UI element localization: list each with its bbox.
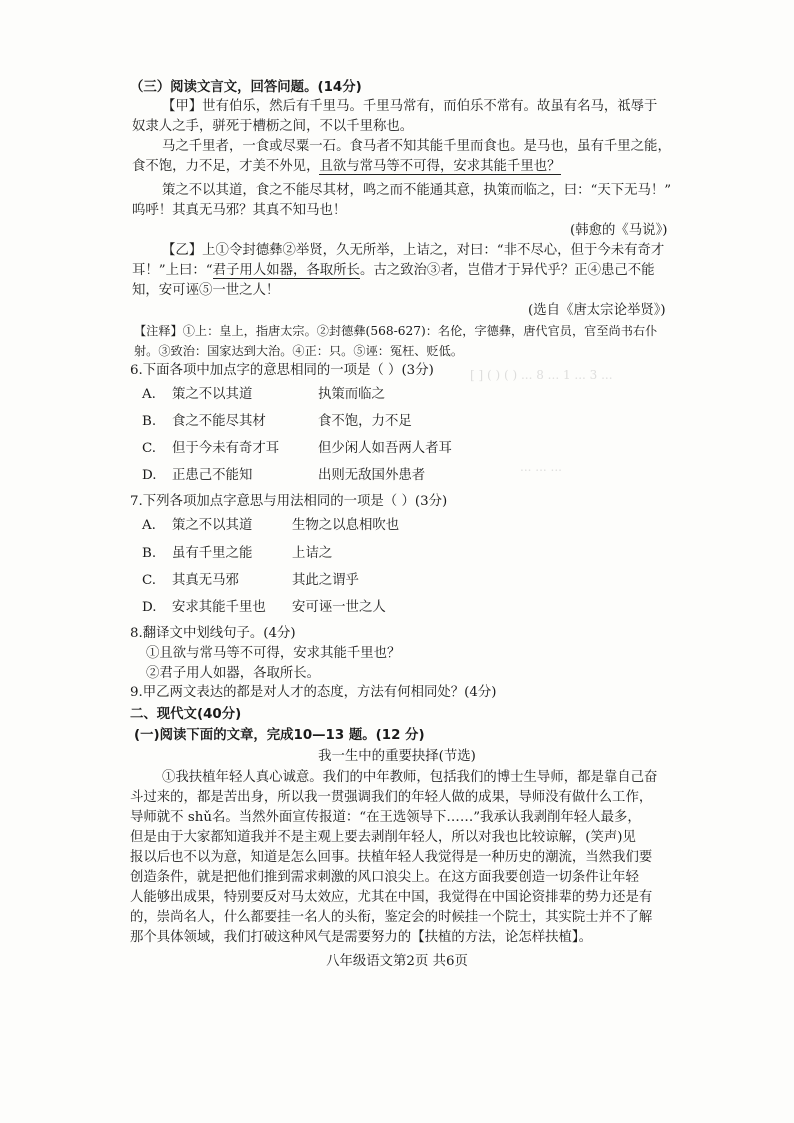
notes-line: 【注释】①上：皇上，指唐太宗。②封德彝(568-627)：名伦，字德彝，唐代官员，官至尚书右仆 bbox=[134, 324, 658, 338]
q6-option-left: 但于今未有奇才耳 bbox=[172, 441, 280, 456]
q7-option-right: 生物之以息相吹也 bbox=[292, 518, 400, 533]
q7-option-left: 虽有千里之能 bbox=[172, 546, 253, 561]
part2-heading: 二、现代文(40分) bbox=[130, 707, 242, 722]
passage-yi-line: 【乙】上①令封德彝②举贤，久无所举，上诘之，对曰：“非不尽心，但于今未有奇才 bbox=[162, 243, 665, 258]
question-8-stem: 8.翻译文中划线句子。(4分) bbox=[130, 626, 296, 641]
article-line: 导师就不 shǔ名。当然外面宣传报道：“在王选领导下……”我承认我剥削年轻人最多， bbox=[130, 810, 641, 825]
passage-text: 。古之致治③者，岂借才于异代乎？正④患己不能 bbox=[359, 263, 655, 278]
q6-option-left: 正患己不能知 bbox=[172, 468, 253, 483]
passage-yi-line: 知，安可诬⑤一世之人！ bbox=[132, 283, 280, 298]
q7-option-left: 其真无马邪 bbox=[172, 573, 239, 588]
q6-option-left: 策之不以其道 bbox=[172, 387, 253, 402]
exam-page: [ ] ( ) ( ) ... 8 ... 1 ... 3 ... ... ... ... （三）阅读文言文，回答问题。(14分) 【甲】世有伯乐，然后有千里马。千里马常有，而伯乐不常有。故虽有名马，祗辱于 奴隶人之手，骈死于槽枥之间，不以千里称也。 马之千里者，一食或尽粟一石。食马者不知其能千里而食也。是马也，虽有千里之能， 食不饱，力不足，才美不外见，且欲与常马等不可得，安求其能千里也？ 策之不以其道，食之不能尽其材，鸣之而不能通其意，执策而临之，曰：“天下无马！” 呜呼！其真无马邪？其真不知马也！ (韩愈的《马说》) 【乙】上①令封德彝②举贤，久无所举，上诘之，对曰：“非不尽心，但于今未有奇才 耳！”上曰：“君子用人如器，各取所长。古之致治③者，岂借才于异代乎？正④患己不能 知，安可诬⑤一世之人！ (选自《唐太宗论举贤》) 【注释】①上：皇上，指唐太宗。②封德彝(568-627)：名伦，字德彝，唐代官员，官至尚书右仆 射。③致治：国家达到大治。④正：只。⑤诬：冤枉、贬低。 6.下面各项中加点字的意思相同的一项是（ ）(3分) A. 策之不以其道 执策而临之 B. 食之不能尽其材 食不饱，力不足 C. 但于今未有奇才耳 但少闲人如吾两人者耳 D. 正患己不能知 出则无敌国外患者 7.下列各项加点字意思与用法相同的一项是（ ）(3分) A. 策之不以其道 生物之以息相吹也 B. 虽有千里之能 上诘之 C. 其真无马邪 其此之谓乎 D. 安求其能千里也 安可诬一世之人 8.翻译文中划线句子。(4分) ①且欲与常马等不可得，安求其能千里也？ ②君子用人如器，各取所长。 9.甲乙两文表达的都是对人才的态度，方法有何相同处？(4分) 二、现代文(40分) (一)阅读下面的文章，完成10—13 题。(12 分) 我一生中的重要抉择(节选) ①我扶植年轻人真心诚意。我们的中年教师，包括我们的博士生导师，都是靠自己奋 斗过来的，都是苦出身，所以我一贯强调我们的年轻人做的成果，导师没有做什么工作， 导师就不 shǔ名。当然外面宣传报道：“在王选领导下……”我承认我剥削年轻人最多， 但是由于大家都知道我并不是主观上要去剥削年轻人，所以对我也比较谅解，(笑声)见 报以后也不以为意，知道是怎么回事。扶植年轻人我觉得是一种历史的潮流，当然我们要 创造条件，就是把他们推到需求刺激的风口浪尖上。在这方面我要创造一切条件让年轻 人能够出成果，特别要反对马太效应，尤其在中国，我觉得在中国论资排辈的势力还是有 的，崇尚名人，什么都要挂一名人的头衔，鉴定会的时候挂一个院士，其实院士并不了解 那个具体领域，我们打破这种风气是需要努力的【扶植的方法，论怎样扶植】。 八年级语文第2页 共6页 bbox=[0, 0, 794, 1123]
q6-option-right: 执策而临之 bbox=[318, 387, 385, 402]
article-line: 人能够出成果，特别要反对马太效应，尤其在中国，我觉得在中国论资排辈的势力还是有 bbox=[130, 890, 653, 905]
q6-option: C. bbox=[142, 441, 157, 456]
q8-item: ②君子用人如器，各取所长。 bbox=[146, 666, 321, 681]
q7-option-left: 安求其能千里也 bbox=[172, 600, 266, 615]
page-footer: 八年级语文第2页 共6页 bbox=[326, 954, 468, 969]
underlined-sentence-2: 君子用人如器，各取所长 bbox=[212, 263, 360, 278]
q7-option: B. bbox=[142, 546, 157, 561]
notes-line: 射。③致治：国家达到大治。④正：只。⑤诬：冤枉、贬低。 bbox=[134, 344, 464, 358]
passage-text: 耳！”上曰：“ bbox=[132, 263, 213, 278]
q6-option: B. bbox=[142, 414, 157, 429]
q6-option-left: 食之不能尽其材 bbox=[172, 414, 266, 429]
part2-subheading: (一)阅读下面的文章，完成10—13 题。(12 分) bbox=[134, 728, 425, 743]
q7-option-right: 上诘之 bbox=[292, 546, 333, 561]
q6-option-right: 但少闲人如吾两人者耳 bbox=[318, 441, 452, 456]
section-heading: （三）阅读文言文，回答问题。(14分) bbox=[130, 80, 362, 95]
passage-jia-line: 策之不以其道，食之不能尽其材，鸣之而不能通其意，执策而临之，曰：“天下无马！” bbox=[162, 183, 672, 198]
article-line: 创造条件，就是把他们推到需求刺激的风口浪尖上。在这方面我要创造一切条件让年轻 bbox=[130, 870, 639, 885]
question-7-stem: 7.下列各项加点字意思与用法相同的一项是（ ）(3分) bbox=[130, 494, 448, 509]
article-title: 我一生中的重要抉择(节选) bbox=[318, 749, 476, 764]
q7-option: D. bbox=[142, 600, 157, 615]
article-line: 的，崇尚名人，什么都要挂一名人的头衔，鉴定会的时候挂一个院士，其实院士并不了解 bbox=[130, 910, 653, 925]
article-line: 但是由于大家都知道我并不是主观上要去剥削年轻人，所以对我也比较谅解，(笑声)见 bbox=[130, 830, 636, 845]
q7-option-right: 安可诬一世之人 bbox=[292, 600, 386, 615]
passage-jia-line: 奴隶人之手，骈死于槽枥之间，不以千里称也。 bbox=[132, 119, 414, 134]
passage-text: 食不饱，力不足，才美不外见， bbox=[132, 159, 320, 174]
question-9-stem: 9.甲乙两文表达的都是对人才的态度，方法有何相同处？(4分) bbox=[130, 685, 497, 700]
underlined-sentence-1: 且欲与常马等不可得，安求其能千里也？ bbox=[319, 159, 561, 174]
q7-option: C. bbox=[142, 573, 157, 588]
article-line: ①我扶植年轻人真心诚意。我们的中年教师，包括我们的博士生导师，都是靠自己奋 bbox=[162, 770, 658, 785]
passage-jia-line: 马之千里者，一食或尽粟一石。食马者不知其能千里而食也。是马也，虽有千里之能， bbox=[162, 139, 671, 154]
q6-option-right: 食不饱，力不足 bbox=[318, 414, 412, 429]
article-line: 报以后也不以为意，知道是怎么回事。扶植年轻人我觉得是一种历史的潮流，当然我们要 bbox=[130, 850, 653, 865]
passage-jia-line bbox=[132, 158, 561, 176]
passage-jia-line: 【甲】世有伯乐，然后有千里马。千里马常有，而伯乐不常有。故虽有名马，祗辱于 bbox=[162, 99, 658, 114]
article-line: 斗过来的，都是苦出身，所以我一贯强调我们的年轻人做的成果，导师没有做什么工作， bbox=[130, 790, 653, 805]
q7-option-right: 其此之谓乎 bbox=[292, 573, 359, 588]
q6-option: A. bbox=[142, 387, 156, 402]
article-line: 那个具体领域，我们打破这种风气是需要努力的【扶植的方法，论怎样扶植】。 bbox=[130, 930, 592, 945]
q6-option: D. bbox=[142, 468, 157, 483]
passage-yi-line bbox=[132, 262, 655, 280]
q8-item: ①且欲与常马等不可得，安求其能千里也？ bbox=[146, 646, 401, 661]
passage-jia-source: (韩愈的《马说》) bbox=[570, 223, 668, 238]
question-6-stem: 6.下面各项中加点字的意思相同的一项是（ ）(3分) bbox=[130, 363, 434, 378]
q7-option-left: 策之不以其道 bbox=[172, 518, 253, 533]
passage-yi-source: (选自《唐太宗论举贤》) bbox=[528, 303, 666, 318]
passage-jia-line: 呜呼！其真无马邪？其真不知马也！ bbox=[132, 203, 347, 218]
q7-option: A. bbox=[142, 518, 156, 533]
q6-option-right: 出则无敌国外患者 bbox=[318, 468, 426, 483]
